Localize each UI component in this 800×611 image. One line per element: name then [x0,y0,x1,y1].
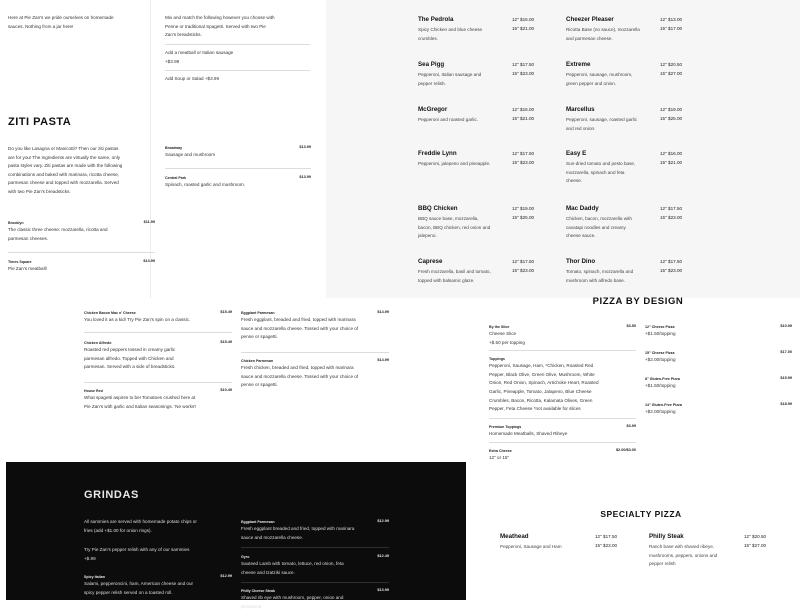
item-price: $10.49 [220,388,232,392]
item-description: Sausage and mushroom [165,152,216,157]
item-price: $15.49 [220,310,232,314]
item-price: $15.49 [220,340,232,344]
price-15: 15" $23.00 [512,267,535,273]
pizza-prices [660,61,700,78]
pizza-description: Pepperoni, Italian sausage and pepper relish. [418,72,482,86]
pizza-prices [512,106,552,123]
pizza-prices [512,16,552,33]
pizza-prices [744,533,784,550]
item-name: Chicken Bacon Mac n' Cheese [84,311,136,315]
item-description: Roasted red peppers tossed in creamy garlic parmesan alfredo. Topped with Chicken and parmesan. Served with a side of breadsticks. [84,347,176,370]
pizza-description: Pepperoni, jalepeno and pineapple. [418,161,491,166]
item-description: Fresh eggplant, breaded and fried, topped with marinara sauce and mozzarella cheese. Tossed with your choice of penne or spagetti. [241,317,359,340]
item-price: $12.99 [377,519,389,523]
pizza-description: Pepperoni and roasted garlic. [418,117,479,122]
item-name: Times Square [8,260,32,264]
grinder-item [241,519,389,542]
specialty-card [566,16,681,43]
item-name: Spicy Italian [84,575,105,579]
pizza-name: Philly Steak [649,533,684,540]
divider [489,350,636,351]
pizza-description: Pepperoni, sausage, mushroom, green pepper and onion. [566,72,633,86]
specialty-card [418,61,533,88]
price-15: 15" $23.00 [595,542,618,548]
pizza-description: Pepperoni, Sausage and Ham [500,544,562,549]
meatball-addon: Add a meatball or Italian sausage +$3.99 [165,50,234,64]
price-12: 12" $16.00 [512,107,535,112]
pasta-item [241,358,389,390]
pizza-description: Chicken, bacon, mozzarella with cavatapi noodles and creamy cheese sauce. [566,216,632,239]
pbd-right-column [645,324,792,428]
ziti-right-item [165,145,311,160]
pizza-name: The Pedrola [418,16,454,23]
divider [241,352,389,353]
item-name: Central Park [165,176,187,180]
specialty-card [418,150,533,169]
pizza-description: Sun-dried tomato and pesto base, mozzarella, spinach and feta cheese. [566,161,636,184]
pizza-prices [512,150,552,167]
price-12: 12" $17.50 [512,259,535,264]
item-name: Philly Cheese Steak [241,589,275,593]
item-name: 8" Gluten-Free Pizza [645,377,680,381]
pizza-name: Meathead [500,533,529,540]
item-price: $10.99 [780,324,792,328]
price-12: 12" $17.50 [660,206,683,211]
ziti-intro: Do you like Lasagna or Manicotti? Then our ziti pastas are for you! The ingredients are virtually the same, only pasta styles vary. Ziti pastas are made with the following combinations and baked with marinara, ricotta cheese, parmesan cheese and topped with mozzarella. Served with two Pie Zan's breadsticks. [8,146,123,194]
item-name: Chicken Alfredo [84,341,112,345]
item-description: Cheese Slice [489,331,517,336]
item-name: House Red [84,389,103,393]
item-price: $13.99 [299,175,311,179]
pizza-description: Ranch base with shaved ribeye, mushrooms, peppers, onions and pepper relish [649,544,718,567]
price-12: 12" $17.50 [595,534,618,539]
item-name: Eggplant Parmesan [241,311,275,315]
pizza-description: Fresh mozzarella, basil and tomato, topped with balsamic glaze. [418,269,491,283]
price-15: 15" $27.00 [660,70,683,76]
grindas-panel [6,462,466,609]
price-12: 12" $17.50 [512,62,535,67]
pizza-description: Tomato, spinach, mozzarella and mushroom with alfredo base. [566,269,634,283]
price-15: 15" $23.00 [660,214,683,220]
item-price: $12.49 [377,554,389,558]
specialty-card [418,205,533,241]
item-description: +$.50 per topping [489,339,525,345]
specialty-card [566,150,681,186]
divider [165,168,311,169]
price-15: 15" $25.00 [660,115,683,121]
mix-and-match-note: Mix and match the following however you choose with Penne or traditional Spagetti. Served with two Pie Zan's breadsticks. [165,15,275,38]
pizza-by-design-heading: PIZZA BY DESIGN [592,296,684,307]
pizza-name: Easy E [566,150,587,157]
item-description: Fresh eggplant breaded and fried, topped with marinara sauce and mozzarella cheese. [241,526,355,540]
pasta-item [241,310,389,342]
item-description: +$2.00/topping [645,357,676,362]
price-12: 12" $16.00 [512,17,535,22]
ziti-right-item [165,175,311,190]
specialty-card [418,16,533,43]
pasta-item [84,340,232,372]
item-price: $13.99 [143,259,155,263]
pizza-name: Cheezer Pleaser [566,16,614,23]
item-description: +$1.50/topping [645,331,676,336]
item-description: What spagetti aspires to be! Tomatoes crushed here at Pie Zan's with garlic and Italian seasonings. 'Ne works'! [84,395,197,409]
item-description: Shaved rib eye with mushroom, pepper, onion and provolone. [241,595,344,609]
price-12: 12" $17.50 [660,259,683,264]
specialty-card [418,106,533,125]
pizza-name: Extreme [566,61,591,68]
item-price: $17.00 [780,350,792,354]
grindas-relish-note: Try Pie Zan's pepper relish with any of our sammies +$.99 [84,547,190,561]
specialty-card-philly-steak [649,533,767,569]
price-12: 12" $16.00 [660,151,683,156]
pizza-prices [512,61,552,78]
specialty-pizza-heading: SPECIALTY PIZZA [600,509,682,519]
column-divider [150,0,151,298]
pizza-name: McGregor [418,106,448,113]
divider [241,547,389,548]
pizza-name: Thor Dino [566,258,596,265]
pizza-description: BBQ sauce base, mozzarella, bacon, BBQ chicken, red onion and jalepeno. [418,216,491,239]
item-description: Spinach, roasted garlic and mushroom. [165,182,245,187]
soup-addon: Add Soup or Salad +$3.99 [165,76,220,81]
item-price: $15.99 [780,376,792,380]
pizza-name: BBQ Chicken [418,205,458,212]
pizza-description: Ricotta Base (no sauce), mozzarella and parmesan cheese. [566,27,640,41]
price-15: 15" $23.00 [512,70,535,76]
divider [8,252,155,253]
item-name: Gyro [241,555,250,559]
price-15: 15" $17.00 [660,25,683,31]
specialty-card [566,106,681,133]
item-price: $3.50 [626,324,636,328]
price-12: 12" $19.00 [512,206,535,211]
pizza-prices [595,533,635,550]
sauce-intro: Here at Pie Zan's we pride ourselves on homemade sauces. Nothing from a jar here! [8,15,114,29]
price-12: 12" $13.00 [660,17,683,22]
item-description: +$2.00/topping [645,409,676,414]
item-description: You loved it as a kid! Try Pie Zan's spin on a classic. [84,317,191,322]
pizza-prices [660,16,700,33]
pizza-description: Pepperoni, sausage, roasted garlic and red onion. [566,117,637,131]
specialty-card-meathead [500,533,618,552]
item-description: Salami, pepperoncini, ham, American cheese and our spicy pepper relish served on a toasted roll. [84,581,194,595]
item-price: $13.99 [377,588,389,592]
pizza-prices [512,205,552,222]
item-price: $12.99 [220,574,232,578]
ziti-left-item [8,220,155,243]
item-name: Broadway [165,146,183,150]
pizza-name: Sea Pigg [418,61,445,68]
item-description: The classic three cheese: mozzarella, ricotta and parmesan cheeses. [8,227,108,241]
price-15: 15" $21.00 [512,115,535,121]
divider [165,44,310,45]
pizza-description: Spicy Chicken and blue cheese crumbles. [418,27,483,41]
item-price: $3.99 [626,423,636,428]
pizza-prices [660,205,700,222]
pizza-prices [660,258,700,275]
item-name: By the Slice [489,325,510,329]
item-description: Sauteed Lamb with tomato, lettuce, red onion, feta cheese and tzatziki sauce. [241,561,344,575]
item-description: Pepperoni, Sausage, Ham, *Chicken, Roasted Red Pepper, Black Olive, Green Olive, Mushroom, White Onion, Red Onion, Spinach, Artichoke Heart, Roasted Garlic, Pineapple, Tomato, Jalapeno, Blue Cheese Crumbles, Bacon, Ricotta, Kalamata Olives, Green Pepper, Feta Cheese *not available for slices [489,363,599,412]
item-name: Toppings [489,357,505,362]
item-price: $18.99 [780,402,792,406]
item-price: $14.99 [377,310,389,314]
pizza-name: Mac Daddy [566,205,599,212]
grinder-item [241,554,389,577]
item-name: Chicken Parmesan [241,359,274,363]
price-12: 12" $20.50 [660,62,683,67]
pizza-prices [660,106,700,123]
divider [489,418,636,419]
specialty-card [566,61,681,88]
pizza-prices [512,258,552,275]
grindas-intro: All sammies are served with homemade potato chips or fries (add +$1.00 for onion rings). [84,519,197,533]
item-name: 14" Gluten-Free Pizza [645,403,682,407]
divider [84,332,232,333]
item-description: Homemade Meatballs, Shaved Ribeye [489,430,568,436]
item-description: +$1.50/topping [645,383,676,388]
item-name: Eggplant Parmesan [241,520,275,524]
item-price: $11.99 [143,220,155,224]
specialty-card [566,258,681,285]
price-15: 15" $21.00 [660,159,683,165]
price-15: 15" $27.00 [744,542,767,548]
pbd-left-column [489,324,636,463]
divider [84,382,232,383]
ziti-left-item [8,259,155,274]
specialty-card [566,205,681,241]
divider [241,582,389,583]
divider [165,70,310,71]
price-15: 15" $25.00 [512,214,535,220]
item-description: Pie Zan's meatball! [8,266,47,271]
item-description: Fresh chicken, breaded and fried, topped with marinara sauce and mozzarella cheese. Tossed with your choice of penne or spagetti. [241,365,359,388]
item-name: 12" Cheese Pizza [645,325,675,329]
pizza-prices [660,150,700,167]
price-15: 15" $21.00 [512,25,535,31]
grindas-heading: GRINDAS [84,489,139,501]
price-15: 15" $23.00 [512,159,535,165]
item-name: Brooklyn [8,221,24,225]
item-name: 15" Cheese Pizza [645,351,675,355]
item-name: Extra Cheese [489,449,512,454]
price-12: 12" $20.50 [744,534,767,539]
specialty-card [418,258,533,285]
divider [489,442,636,443]
item-price: $13.99 [299,145,311,149]
pizza-name: Caprese [418,258,443,265]
ziti-pasta-heading: ZITI PASTA [8,116,72,128]
item-description: 12" or 15" [489,455,510,461]
grinder-item [84,574,232,597]
pizza-name: Freddie Lynn [418,150,457,157]
price-15: 15" $23.00 [660,267,683,273]
price-12: 12" $19.00 [660,107,683,112]
pasta-item [84,310,232,325]
pizza-name: Marcellus [566,106,595,113]
specialty-grid-panel [326,0,800,298]
item-price: $2.00/$3.00 [615,448,636,453]
price-12: 12" $17.50 [512,151,535,156]
item-name: Premium Toppings [489,424,522,429]
pasta-item [84,388,232,411]
item-price: $14.99 [377,358,389,362]
